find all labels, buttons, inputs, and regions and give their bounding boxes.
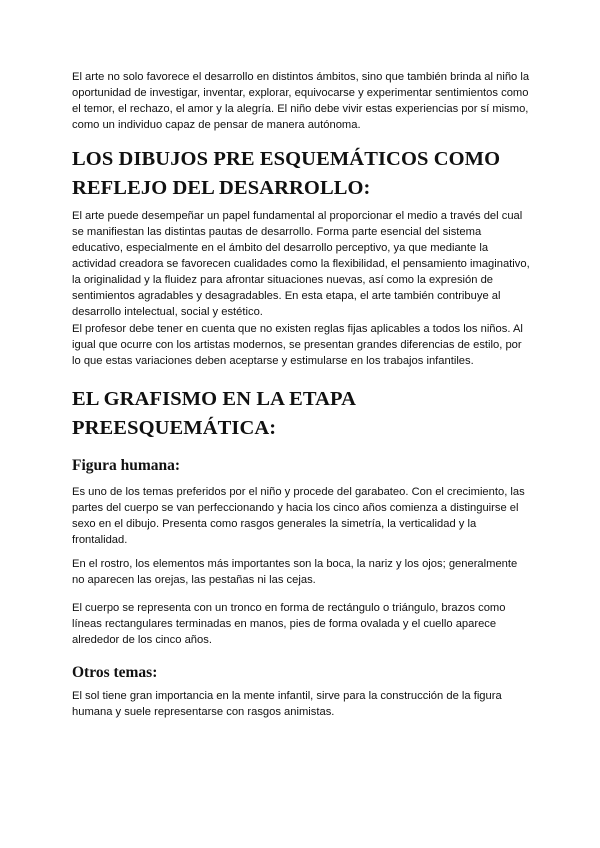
intro-paragraph bbox=[72, 69, 532, 133]
paragraph-text: El profesor debe tener en cuenta que no existen reglas fijas aplicables a todos los niños. Al igual que ocurre con los artistas modernos, se presentan grandes diferencias de estilo, por lo que estas variaciones deben aceptarse y estimularse en los trabajos infantiles. bbox=[72, 323, 523, 367]
paragraph-text: El sol tiene gran importancia en la mente infantil, sirve para la construcción de la figura humana y suele representarse con rasgos animistas. bbox=[72, 690, 502, 718]
subsection-heading-otros-temas bbox=[72, 663, 532, 683]
paragraph-text: Es uno de los temas preferidos por el niño y procede del garabateo. Con el crecimiento, las partes del cuerpo se van perfeccionando y hacia los cinco años comienza a distinguirse el sexo en el dibujo. Presenta como rasgos generales la simetría, la verticalidad y la frontalidad. bbox=[72, 486, 525, 546]
section-heading-text: EL GRAFISMO EN LA ETAPA PREESQUEMÁTICA: bbox=[72, 388, 355, 439]
otros-paragraph-1 bbox=[72, 688, 532, 720]
paragraph-text: En el rostro, los elementos más importantes son la boca, la nariz y los ojos; generalmente no aparecen las orejas, las pestañas ni las cejas. bbox=[72, 558, 518, 586]
section-heading-pre-esquematicos bbox=[72, 145, 532, 203]
subsection-heading-text: Figura humana: bbox=[72, 457, 181, 474]
paragraph-text: El arte puede desempeñar un papel fundamental al proporcionar el medio a través del cual se manifiestan las distintas pautas de desarrollo. Forma parte esencial del sistema educativo, especialmente en el ámbito del desarrollo perceptivo, ya que mediante la actividad creadora se favorecen cualidades como la flexibilidad, el pensamiento imaginativo, la originalidad y la fluidez para afrontar situaciones nuevas, así como la expresión de sentimientos agradables y desagradables. En esta etapa, el arte también contribuye al desarrollo intelectual, social y estético. bbox=[72, 210, 530, 318]
section1-paragraph-2 bbox=[72, 321, 532, 369]
figura-paragraph-2 bbox=[72, 556, 532, 588]
section-heading-text: LOS DIBUJOS PRE ESQUEMÁTICOS COMO REFLEJO DEL DESARROLLO: bbox=[72, 148, 501, 199]
intro-paragraph-text: El arte no solo favorece el desarrollo en distintos ámbitos, sino que también brinda al niño la oportunidad de investigar, inventar, explorar, equivocarse y experimentar sentimientos como el temor, el rechazo, el amor y la alegría. El niño debe vivir estas experiencias por sí mismo, como un individuo capaz de pensar de manera autónoma. bbox=[72, 71, 530, 131]
subsection-heading-text: Otros temas: bbox=[72, 664, 158, 681]
figura-paragraph-1 bbox=[72, 484, 532, 548]
figura-paragraph-3 bbox=[72, 600, 532, 648]
section1-paragraph-1 bbox=[72, 208, 532, 320]
section-heading-grafismo bbox=[72, 385, 532, 443]
subsection-heading-figura-humana bbox=[72, 456, 532, 476]
paragraph-text: El cuerpo se representa con un tronco en forma de rectángulo o triángulo, brazos como líneas rectangulares terminadas en manos, pies de forma ovalada y el cuello aparece alrededor de los cinco años. bbox=[72, 602, 506, 646]
